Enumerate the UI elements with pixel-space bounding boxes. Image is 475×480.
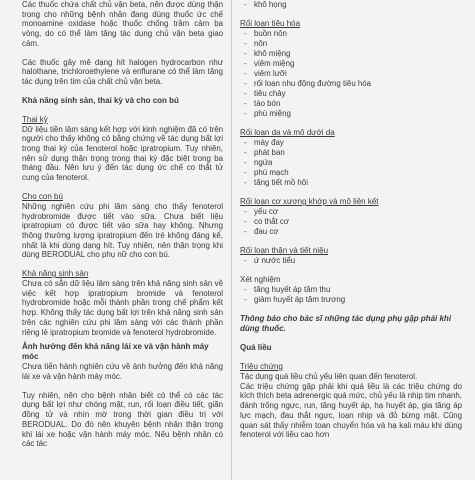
heading-overdose: Quá liều bbox=[240, 343, 272, 352]
paragraph-breastfeeding: Những nghiên cứu phi lâm sàng cho thấy fenoterol hydrobromide được tiết vào sữa. Chưa biết liệu ipratropium có được tiết vào sữa hay không. Nhưng thông thường lượng ipratropium đến trẻ không đáng kể, nhất là khi dùng dạng hít. Tuy nhiên, nên thận trọng khi dùng BERODUAL cho phụ nữ cho con bú. bbox=[22, 201, 223, 260]
list-item: - táo bón bbox=[240, 99, 462, 109]
right-column bbox=[240, 0, 462, 440]
list-item: - mày đay bbox=[240, 138, 462, 148]
heading-renal: Rối loạn thận và tiết niệu bbox=[240, 246, 329, 255]
heading-skin: Rối loạn da và mô dưới da bbox=[240, 128, 335, 137]
paragraph-fertility: Chưa có sẵn dữ liệu lâm sàng trên khả năng sinh sản về việc kết hợp ipratropium bromide và fenoterol hydrobromide hoặc mỗi thành phần trong chế phẩm kết hợp. Không thấy tác dụng bất lợi trên khả năng sinh sản trên các nghiên cứu phi lâm sàng với các thành phần riêng lẻ ipratropium bromide và fenoterol hydrobromide. bbox=[22, 279, 223, 337]
side-effects-notice: Thông báo cho bác sĩ những tác dụng phụ gặp phải khi dùng thuốc. bbox=[240, 314, 452, 333]
paragraph-beta-agonists: Các thuốc chứa chất chủ vận beta, nên được dùng thận trọng cho những bệnh nhân đang dùng thuốc ức chế monoamine oxidase hoặc thuốc chống trầm cảm ba vòng, do có thể làm tăng tác dụng chủ vận beta giao cảm. bbox=[22, 0, 223, 48]
list-item: - ngứa bbox=[240, 158, 462, 168]
list-item: - đau cơ bbox=[240, 227, 462, 237]
list-item: - ứ nước tiểu bbox=[240, 256, 462, 266]
column-divider bbox=[231, 0, 232, 480]
list-item: - tăng tiết mồ hôi bbox=[240, 178, 462, 188]
list-item: - nôn bbox=[240, 39, 462, 49]
list-item: - viêm lưỡi bbox=[240, 69, 462, 79]
paragraph-driving-1: Chưa tiến hành nghiên cứu về ảnh hưởng đến khả năng lái xe và vận hành máy móc. bbox=[22, 362, 223, 381]
left-column bbox=[22, 0, 223, 449]
heading-driving: Ảnh hưởng đến khả năng lái xe và vận hành máy móc bbox=[22, 342, 209, 362]
list-item: - co thắt cơ bbox=[240, 217, 462, 227]
list-item: - khô miệng bbox=[240, 49, 462, 59]
paragraph-driving-2: Tuy nhiên, nên cho bệnh nhân biết có thể có các tác dụng bất lợi như chóng mặt, run, rối loạn điều tiết, giãn đồng tử và nhìn mờ trong thời gian điều trị với BERODUAL. Do đó nên khuyên bệnh nhân thận trọng khi lái xe hoặc vận hành máy móc. Nếu bệnh nhân có các tác bbox=[22, 390, 223, 449]
list-item: - phù mạch bbox=[240, 168, 462, 178]
subheading-breastfeeding: Cho con bú bbox=[22, 191, 63, 201]
list-item: - buồn nôn bbox=[240, 29, 462, 39]
list-skin bbox=[240, 138, 462, 188]
list-respiratory bbox=[240, 0, 462, 10]
paragraph-overdose-1: Tác dụng quá liều chủ yếu liên quan đến fenoterol. bbox=[240, 372, 418, 381]
list-investigations bbox=[240, 285, 462, 305]
list-item: - tiêu chảy bbox=[240, 89, 462, 99]
list-item: - yếu cơ bbox=[240, 207, 462, 217]
list-item: - phù miệng bbox=[240, 109, 462, 119]
list-item: - khô họng bbox=[240, 0, 462, 10]
list-musculoskeletal bbox=[240, 207, 462, 237]
list-renal bbox=[240, 256, 462, 266]
paragraph-overdose-2: Các triệu chứng gặp phải khi quá liều là các triệu chứng do kích thích beta adrenergic quá mức, chủ yếu là nhịp tim nhanh, đánh trống ngực, run, tăng huyết áp, hạ huyết áp, gia tăng áp lực mạch, đau thắt ngực, loạn nhịp và đỏ bừng mặt. Cũng quan sát thấy nhiễm toan chuyển hóa và hạ kali máu khi dùng fenoterol với liều cao hơn bbox=[240, 381, 462, 440]
list-item: - tăng huyết áp tâm thu bbox=[240, 285, 462, 295]
heading-musculoskeletal: Rối loạn cơ xương khớp và mô liên kết bbox=[240, 197, 379, 206]
paragraph-anesthetics: Các thuốc gây mê dạng hít halogen hydrocarbon như halothane, trichloroethylene và enflurane có thể làm tăng tác dụng trên tim của chất chủ vận beta. bbox=[22, 57, 223, 86]
subheading-pregnancy: Thai kỳ bbox=[22, 114, 48, 124]
subheading-fertility: Khả năng sinh sản bbox=[22, 269, 89, 279]
list-gastrointestinal bbox=[240, 29, 462, 119]
list-item: - viêm miệng bbox=[240, 59, 462, 69]
heading-fertility-pregnancy: Khả năng sinh sản, thai kỳ và cho con bú bbox=[22, 95, 179, 105]
list-item: - phát ban bbox=[240, 148, 462, 158]
subheading-symptoms: Triệu chứng bbox=[240, 362, 283, 371]
heading-gastrointestinal: Rối loạn tiêu hóa bbox=[240, 19, 301, 28]
paragraph-pregnancy: Dữ liệu tiền lâm sàng kết hợp với kinh nghiệm đã có trên người cho thấy không có bằng chứng về tác dụng bất lợi trong thai kỳ của fenoterol hoặc ipratropium. Tuy nhiên, nên sử dụng thận trọng trong thai kỳ đặc biệt trong ba tháng đầu. Nên lưu ý đến tác dụng ức chế co thắt tử cung của fenoterol. bbox=[22, 124, 223, 183]
list-item: - giảm huyết áp tâm trương bbox=[240, 295, 462, 305]
list-item: - rối loạn nhu động đường tiêu hóa bbox=[240, 79, 462, 89]
heading-investigations: Xét nghiệm bbox=[240, 275, 281, 284]
